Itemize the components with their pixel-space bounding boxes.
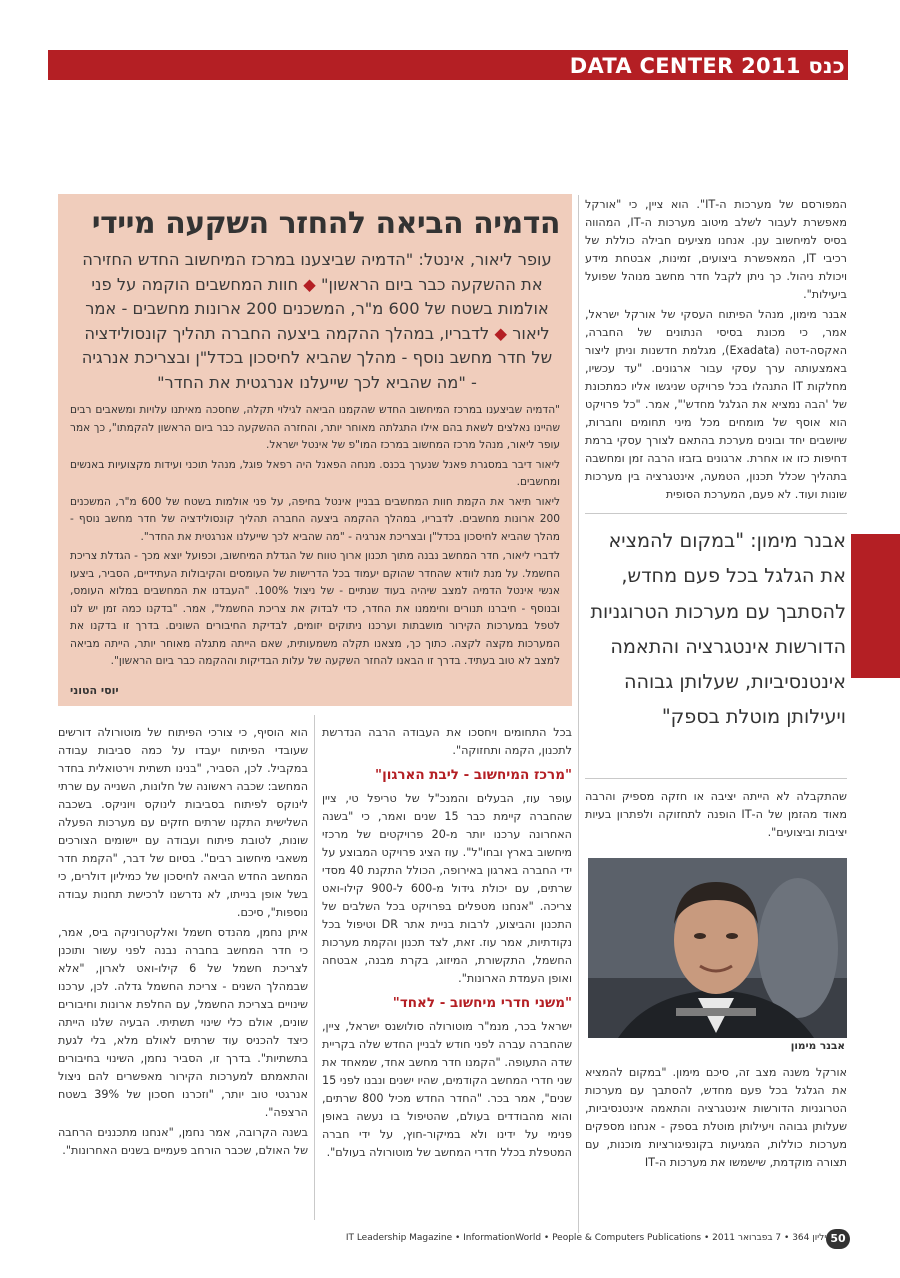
right-column-text: [585, 788, 847, 844]
right-column-text: [585, 196, 847, 506]
subhead-part: חוות המחשבים הוקמה על פני אולמות בשטח של 600 מ"ר, המשכנים 200 ארונות מחשבים - אמר ליאור: [85, 274, 550, 343]
diamond-icon: ◆: [303, 274, 316, 294]
paragraph: ליאור דיבר במסגרת פאנל שנערך בכנס. מנחה הפאנל היה רפאל פוגל, מנהל תוכני ועידות מקצועיות באנשים ומחשבים.: [70, 458, 560, 488]
left-column-text: [58, 724, 308, 1162]
pull-quote: אבנר מימון: "במקום להמציא את הגלגל בכל פעם מחדש, להסתבך עם מערכות הטרוגניות הדורשות אינטגרציה והתאמה אינטנסיביות, שעלותן גבוהה ויעילותן מוטלת בספק": [590, 529, 846, 729]
side-tab: [851, 534, 900, 678]
right-column-text: [585, 1064, 847, 1174]
subhead-part: לדבריו, במהלך ההקמה ביצעה החברה תהליך קונסולידציה של חדר מחשב נוסף - מהלך שהביא לחיסכון בכדל"ן ובצריכת אנרגיה - "מה שהביא לכך שייעלנו אנרגטית את החדר": [81, 323, 553, 392]
section-heading: "משני חדרי מיחשוב - לאחד": [392, 995, 572, 1011]
section-title: כנס DATA CENTER 2011: [569, 54, 845, 78]
paragraph: בכל התחומים ויחסכו את העבודה הרבה הנדרשת לתכנון, הקמה ותחזוקה".: [322, 726, 572, 757]
box-body: [70, 402, 560, 673]
paragraph: המפורסם של מערכות ה-IT". הוא ציין, כי "אורקל מאפשרת לעבור לשלב מיטוב מערכות ה-IT, המהווה בסיס למיחשוב ענן. אנחנו מציעים חבילה כוללת של רכיבי IT, המאפשרת ביצועים, זמינות, אבטחת מידע ויכולת ניהול. כך ניתן לקבל חדר מחשב מנוהל שפועל ביעילות".: [585, 198, 847, 301]
diamond-icon: ◆: [494, 323, 508, 343]
paragraph: בשנה הקרובה, אמר נחמן, "אנחנו מתכננים הרחבה של האולם, שכבר הורחב פעמיים בשנים האחרונות".: [58, 1126, 308, 1157]
footer-text: גיליון 364 • 7 בפברואר 2011 • IT Leadership Magazine • InformationWorld • People & Computers Publications: [345, 1233, 830, 1243]
photo-caption: אבנר מימון: [790, 1040, 845, 1052]
paragraph: אורקל משנה מצב זה, סיכם מימון. "במקום להמציא את הגלגל בכל פעם מחדש, להסתבך עם מערכות הטרוגניות הדורשות אינטגרציה והתאמה אינטנסיביות, שעלותן גבוהה ויעילותן מוטלת בספק - אנחנו מספקים מערכות כוללות, המגיעות בקונפיגורציות מוכנות, עם תצורה מוקדמת, שישמשו את מערכות ה-IT: [585, 1066, 847, 1169]
subhead-part: עופר ליאור, אינטל: "הדמיה שביצענו במרכז המיחשוב החדש החזירה את ההשקעה כבר ביום הראשון": [82, 250, 552, 294]
column-divider: [314, 715, 315, 1220]
quote-rule: [585, 513, 847, 514]
page-number: 50: [826, 1229, 850, 1249]
paragraph: איתן נחמן, מהנדס חשמל ואלקטרוניקה ביס, אמר, כי חדר המחשב בחברה נבנה לפני עשור ותוכנן לצריכת חשמל של 6 קילו-ואט לארון, "אלא שבמהלך השנים - צריכת החשמל גדלה. לכן, ערכנו שינויים בצריכת החשמל, עם החלפת ארונות וחיבורים שונים, אולם כלי שינוי תשתיתי. הבעיה שלנו הייתה כיצד להכניס עוד שרתים לאולם מלא, בלי לגעת בתשתיות". בדרך זו, הסביר נחמן, השינוי בחיבורים והתאמתם למערכות הקירור מאפשרים להם ניצול אנרגטי טוב יותר, "וזכרנו חסכון של 39% בשטח הרצפה".: [58, 926, 309, 1119]
paragraph: עופר עוז, הבעלים והמנכ"ל של טריפל טי, ציין שהחברה קיימת כבר 15 שנים ואמר, כי "בשנה האחרונה ערכנו יותר מ-20 פרויקטים של מרכזי מיחשוב בארץ ובחו"ל". עוז הציג פרויקט המבוצע על ידי החברה בארגון באירופה, הכולל התקנת 40 מסדי שרתים, עם יכולת גידול מ-600 ל-900 קילו-ואט צריכה. "אנחנו מטפלים בפרויקט בכל השלבים של התכנון והביצוע, לרבות בניית אתר DR וטיפול בכל נקודתיות, אמר עוז. זאת, לצד תכנון והקמת מערכות החשמל, התקשורת, המיזוג, בקרת מבנה, אבטחה ואופן העמדת הארונות".: [322, 792, 572, 985]
paragraph: אבנר מימון, מנהל הפיתוח העסקי של אורקל ישראל, אמר, כי מכונת בסיסי הנתונים של החברה, האקסה-דטה (Exadata), מגלמת חדשנות וניתן ליצור באמצעותה ערך עסקי עבור ארגונים. "עד עכשיו, מחלקות IT התנהלו בכל פרויקט שניגשו אליו כמתכונת של 'הבה נמציא את הגלגל מחדש'", אמר. "כל פרויקט הוא אוסף של מומחים מכל מיני תחומים וחברות, שיושבים יחד ובונים מערכת בהתאם לצורך עסקי ברמת דחיפות כזו או אחרת. ארגונים בזבזו הרבה זמן ומחשבה בתהליך שכלל תכנון, הטמעה, אינטגרציה בין מערכות שונות ועוד. לא פעם, המערכת הסופית: [585, 308, 847, 501]
author-credit: יוסי הטוני: [70, 684, 119, 697]
box-headline: הדמיה הביאה להחזר השקעה מיידי: [91, 206, 560, 241]
portrait-illustration: [588, 858, 847, 1038]
paragraph: שהתקבלה לא הייתה יציבה או חזקה מספיק והרבה מאוד מהזמן של ה-IT הופנה לתחזוקה ולפתרון בעיות יציבות וביצועים".: [585, 790, 847, 839]
column-divider: [578, 195, 579, 1233]
section-heading: "מרכז המיחשוב - ליבת הארגון": [375, 767, 572, 783]
paragraph: ישראל בכר, מנמ"ר מוטורולה סולושנס ישראל, ציין, שהחברה עברה לפני חודש לבניין החדש שלה בקריית שדה התעופה. "הקמנו חדר מחשב אחד, שמאחד את שני חדרי המחשב הקודמים, שהיו ישנים ונבנו לפני 15 שנים", אמר בכר. "החדר החדש מכיל 800 שרתים, והוא מהבודדים בעולם, שהטיפול בו נעשה באופן פנימי על ידינו ולא במיקור-חוץ, על ידי חברה המטפלת בכלל חדרי המחשב של מוטורולה בעולם".: [322, 1020, 572, 1159]
box-subheadline: [78, 248, 556, 395]
paragraph: לדברי ליאור, חדר המחשב נבנה מתוך תכנון ארוך טווח של הגדלת המיחשוב, וכפועל יוצא מכך - הגדלת צריכת החשמל. על מנת לוודא שהחדר שהוקם יעמוד בכל הדרישות של העומסים והקיבולות העתידיים, הסביר, ביצעו אנשי אינטל הדמיה למצב שיהיה בעוד שנתיים - של ניצול 100%. "העבדנו את המחשבים במלוא העומס, ובנוסף - חיברנו תנורים וחיממנו את החדר, כדי לבדוק את צריכת החשמל", אמר. "בדקנו כמה זמן יש לנו לטפל במערכות הקירור מושבתות וערכנו ניתוקים יזומים, לבדיקת החיבורים השונים. בדרך זו בדקנו את המערכות מקצה לקצה. כתוך כך, מצאנו תקלה משמעותית, שאם הייתה מתגלה מאוחר יותר, הייתה מביאה למצב לא טוב בעתיד. בדרך זו הבאנו להחזר השקעה של עלות הבדיקות וההקמה כבר ביום הראשון".: [70, 550, 560, 667]
quote-rule: [585, 778, 847, 779]
paragraph: "הדמיה שביצענו במרכז המיחשוב החדש שהקמנו הביאה לגילוי תקלה, שחסכה מאיתנו עלויות ומשאבים רבים שהיינו נאלצים לשאת בהם אילו התגלתה מאוחר יותר, והחזרה ההשקעה כבר ביום הראשון להקמתו", כך אמר עופר ליאור, מנהל מרכז המחשוב במרכז המו"פ של אינטל ישראל.: [70, 404, 560, 451]
paragraph: ליאור תיאר את הקמת חוות המחשבים בבניין אינטל בחיפה, על פני אולמות בשטח של 600 מ"ר, המשכנים 200 ארונות מחשבים. לדבריו, במהלך ההקמה ביצעה החברה תהליך קונסולידציה של חדר מחשב נוסף - מהלך שהביא לחיסכון בכדל"ן ובצריכת אנרגיה - "מה שהביא לכך שייעלנו אנרגטית את החדר".: [70, 495, 560, 543]
paragraph: הוא הוסיף, כי צורכי הפיתוח של מוטורולה דורשים שעובדי הפיתוח יעבדו על כמה סביבות עבודה במקביל. לכן, הסביר, "בנינו תשתית וירטואלית בחדר המחשב: שכבה ראשונה של חלונות, השנייה עם שרתי לינוקס לפיתוח בסביבות לינוקס ויוניקס. בשכבה השלישית התקנו שרתים חזקים עם מערכות הפעלה שונות, לטובת פיתוח ועבודה עם יישומים הצורכים משאבי מיחשוב רבים". בסיום של דבר, "הקמת חדר המחשב החדש הביאה לחיסכון של כמיליון דולרים, כי בשל אופן בנייתו, לא נדרשנו לרכישת תחנות עבודה נוספות", סיכם.: [58, 726, 308, 919]
middle-column-text: [322, 724, 572, 1164]
portrait-photo: [588, 858, 847, 1038]
